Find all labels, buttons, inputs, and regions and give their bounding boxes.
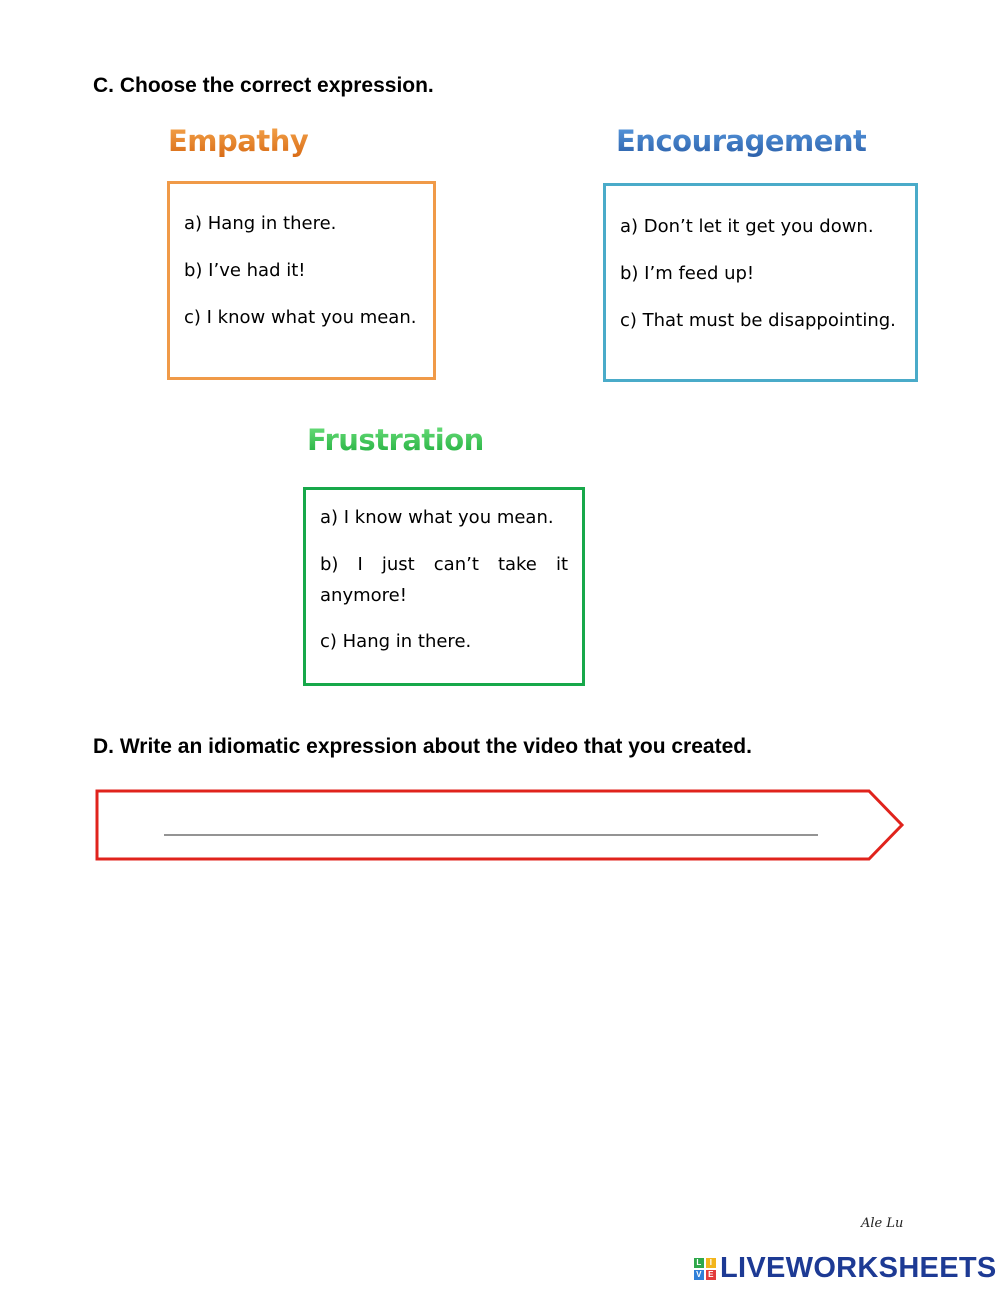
frustration-option-b[interactable]: b) I just can’t take it anymore! xyxy=(320,553,568,607)
empathy-option-c[interactable]: c) I know what you mean. xyxy=(184,306,417,328)
logo-grid-icon: L I V E xyxy=(694,1258,716,1280)
empathy-option-a[interactable]: a) Hang in there. xyxy=(184,213,337,234)
section-c-heading: C. Choose the correct expression. xyxy=(93,74,434,97)
encouragement-option-b[interactable]: b) I’m feed up! xyxy=(620,262,755,284)
encouragement-option-a[interactable]: a) Don’t let it get you down. xyxy=(620,216,874,237)
frustration-option-a[interactable]: a) I know what you mean. xyxy=(320,507,554,528)
answer-input[interactable] xyxy=(164,813,822,843)
frustration-options-box xyxy=(303,487,585,686)
empathy-title: Empathy xyxy=(168,124,309,158)
logo-text: LIVEWORKSHEETS xyxy=(720,1252,997,1284)
frustration-title: Frustration xyxy=(307,423,484,457)
empathy-option-b[interactable]: b) I’ve had it! xyxy=(184,259,306,281)
frustration-option-c[interactable]: c) Hang in there. xyxy=(320,630,472,652)
encouragement-options-box xyxy=(603,183,918,382)
author-signature: Ale Lu xyxy=(861,1216,904,1231)
section-d-heading: D. Write an idiomatic expression about the video that you created. xyxy=(93,735,752,758)
liveworksheets-logo[interactable] xyxy=(694,1252,997,1285)
encouragement-option-c[interactable]: c) That must be disappointing. xyxy=(620,309,896,331)
empathy-options-box xyxy=(167,181,436,380)
encouragement-title: Encouragement xyxy=(616,124,867,158)
